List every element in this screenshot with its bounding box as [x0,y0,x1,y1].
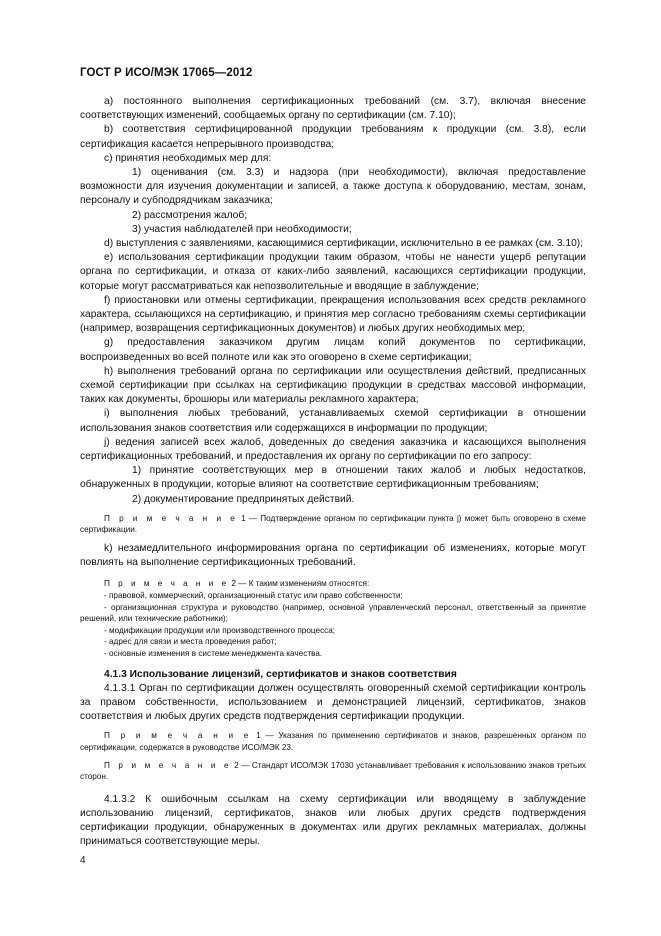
note-text: 2 — Стандарт ИСО/МЭК 17030 устанавливает требования к использованию знаков третьих сторон. [80,760,586,782]
item-j1: 1) принятие соответствующих мер в отношении таких жалоб и любых недостатков, обнаруженных в продукции, которые влияют на соответствие сертификационным требованиям; [80,465,586,491]
item-e: e) использования сертификации продукции таким образом, чтобы не нанести ущерб репутации органа по сертификации, и отказа от каких-либо заявлений, касающихся сертификации продукции, которые могут рассматриваться как непозволительные и вводящие в заблуждение; [80,252,586,292]
item-k: k) незамедлительного информирования органа по сертификации об изменениях, которые могут повлиять на выполнение сертификационных требований. [80,543,586,569]
note-3 [80,730,586,753]
page-body [80,95,586,850]
section-paragraph-2: 4.1.3.2 К ошибочным ссылкам на схему сертификации или вводящему в заблуждение использованию лицензий, сертификатов, знаков или любых других средств подтверждения сертификации продукции, обнаруженных в документах или других рекламных материалах, должны приниматься соответствующие меры. [80,793,586,848]
note-2-item: - организационная структура и руководство (например, основной управленческий персонал, ответственный за принятие решений, или технические работники); [80,602,586,624]
item-j: j) ведения записей всех жалоб, доведенных до сведения заказчика и касающихся выполнения сертификационных требований, и предоставления их органу по сертификации по его запросу: [80,436,586,463]
note-2-item: - правовой, коммерческий, организационный статус или право собственности; [104,591,403,601]
item-c3: 3) участия наблюдателей при необходимости; [132,223,352,235]
item-a: a) постоянного выполнения сертификационных требований (см. 3.7), включая внесение соответствующих изменений, сообщаемых органу по сертификации (см. 7.10); [80,96,586,122]
note-1 [80,513,586,536]
item-b: b) соответствия сертифицированной продукции требованиям к продукции (см. 3.8), если сертификация касается непрерывного производства; [80,124,586,150]
note-label: П р и м е ч а н и е [104,513,238,523]
item-h: h) выполнения требований органа по сертификации или осуществления действий, предписанных схемой сертификации при ссылках на сертификацию продукции в средствах массовой информации, таких как документы, брошюры или материалы рекламного характера; [80,365,586,406]
note-2-item: - модификации продукции или производственного процесса; [104,625,336,635]
item-c1: 1) оценивания (см. 3.3) и надзора (при необходимости), включая предоставление возможности для изучения документации и записей, а также доступа к оборудованию, местам, зонам, персоналу и субподрядчикам заказчика; [80,167,586,207]
note-text: 2 — К таким изменениям относятся: [231,579,370,589]
item-j2: 2) документирование предпринятых действий. [132,493,355,505]
item-c: c) принятия необходимых мер для: [104,152,272,164]
item-i: i) выполнения любых требований, устанавливаемых схемой сертификации в отношении использования знаков соответствия или содержащихся в информации по продукции; [80,408,586,434]
item-g: g) предоставления заказчиком другим лицам копий документов по сертификации, воспроизведенных во всей полноте или как это оговорено в схеме сертификации; [80,337,586,363]
document-header: ГОСТ Р ИСО/МЭК 17065—2012 [80,67,253,79]
note-label: П р и м е ч а н и е [104,760,232,770]
section-paragraph-1: 4.1.3.1 Орган по сертификации должен осуществлять оговоренный схемой сертификации контроль за правом собственности, использованием и демонстрацией лицензий, сертификатов, знаков соответствия и любых других средств подтверждения сертификации продукции. [80,682,586,723]
page-number: 4 [80,855,86,866]
note-text: 1 — Указания по применению сертификатов и знаков, разрешенных органом по сертификации, содержатся в руководстве ИСО/МЭК 23. [80,731,586,753]
note-label: П р и м е ч а н и е [104,579,230,589]
note-label: П р и м е ч а н и е [104,731,252,741]
note-2-item: - основные изменения в системе менеджмента качества. [104,649,323,659]
section-title: 4.1.3 Использование лицензий, сертификатов и знаков соответствия [104,668,457,680]
item-f: f) приостановки или отмены сертификации, прекращения использования всех средств рекламного характера, ссылающихся на сертификацию, и принятия мер согласно требованиям схемы сертификации (например, возвращения сертификационных документов) и любых других необходимых мер; [80,294,586,335]
note-2 [80,578,586,590]
note-4 [80,760,586,783]
note-text: 1 — Подтверждение органом по сертификации пункта j) может быть оговорено в схеме сертификации. [80,513,586,535]
note-2-item: - адрес для связи и места проведения работ; [104,637,277,647]
item-d: d) выступления с заявлениями, касающимися сертификации, исключительно в ее рамках (см. 3.10); [104,238,584,250]
item-c2: 2) рассмотрения жалоб; [132,209,248,221]
